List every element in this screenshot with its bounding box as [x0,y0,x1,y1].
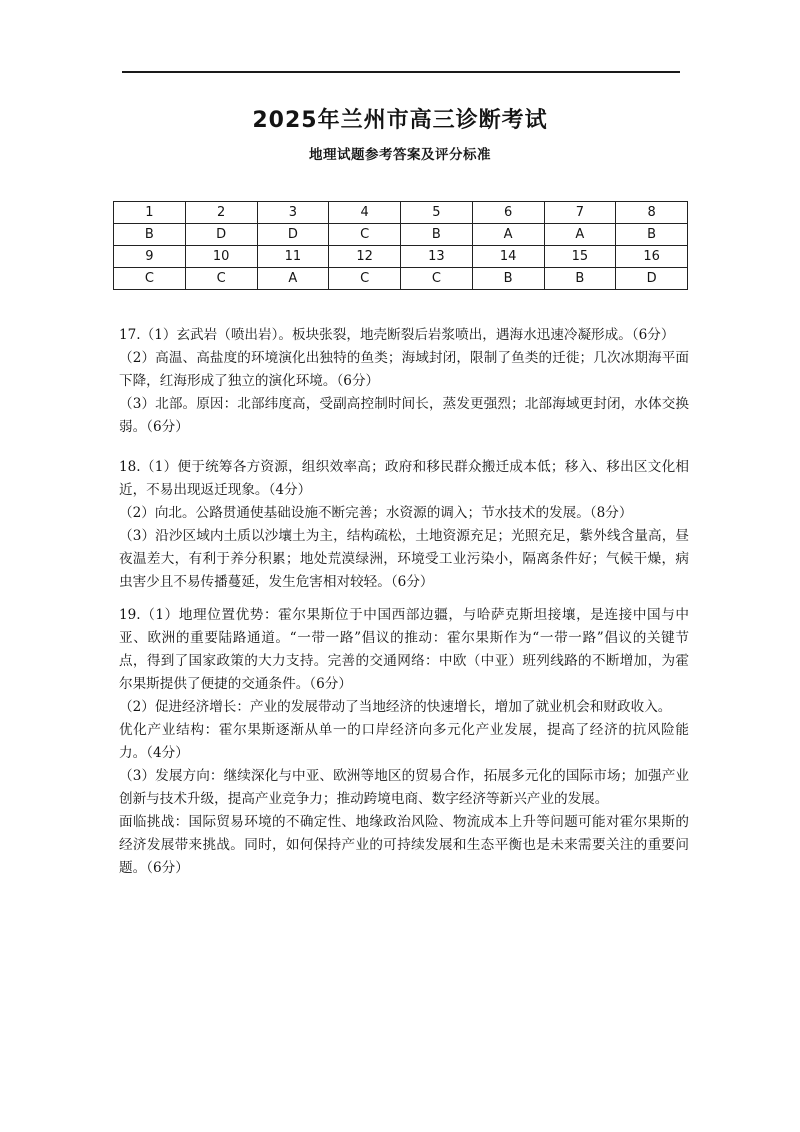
question-18-part-1: 18.（1）便于统筹各方资源，组织效率高；政府和移民群众搬迁成本低；移入、移出区文化相近，不易出现返迁现象。（4分） [119,459,689,498]
answer-cell: C [329,224,401,246]
question-18-part-3: （3）沿沙区域内土质以沙壤土为主，结构疏松，土地资源充足；光照充足，紫外线含量高，昼夜温差大，有利于养分积累；地处荒漠绿洲，环境受工业污染小，隔离条件好；气候干燥，病虫害少且不易传播蔓延，发生危害相对较轻。（6分） [119,528,689,590]
question-19-part-3b: 面临挑战：国际贸易环境的不确定性、地缘政治风险、物流成本上升等问题可能对霍尔果斯的经济发展带来挑战。同时，如何保持产业的可持续发展和生态平衡也是未来需要关注的重要问题。（6分） [119,814,689,876]
answer-cell: C [185,268,257,290]
question-19-part-2b: 优化产业结构：霍尔果斯逐渐从单一的口岸经济向多元化产业发展，提高了经济的抗风险能力。（4分） [119,722,689,761]
answer-cell: C [329,268,401,290]
answer-table [113,201,688,290]
question-17-part-1: 17.（1）玄武岩（喷出岩）。板块张裂，地壳断裂后岩浆喷出，遇海水迅速冷凝形成。（6分） [119,327,675,343]
answer-cell: C [114,268,186,290]
question-number-cell: 1 [114,202,186,224]
question-18-answer [119,456,689,594]
answer-cell: A [472,224,544,246]
question-number-cell: 3 [257,202,329,224]
question-number-row [114,246,688,268]
question-number-cell: 9 [114,246,186,268]
question-number-cell: 5 [401,202,473,224]
page-title: 2025年兰州市高三诊断考试 [252,108,548,133]
question-number-cell: 10 [185,246,257,268]
question-19-part-1: 19.（1）地理位置优势：霍尔果斯位于中国西部边疆，与哈萨克斯坦接壤，是连接中国与中亚、欧洲的重要陆路通道。“一带一路”倡议的推动：霍尔果斯作为“一带一路”倡议的关键节点，得到了国家政策的大力支持。完善的交通网络：中欧（中亚）班列线路的不断增加，为霍尔果斯提供了便捷的交通条件。（6分） [119,607,689,692]
question-17-part-2: （2）高温、高盐度的环境演化出独特的鱼类；海域封闭，限制了鱼类的迁徙；几次冰期海平面下降，红海形成了独立的演化环境。（6分） [119,350,689,389]
question-number-cell: 2 [185,202,257,224]
question-17-answer [119,324,689,439]
question-number-cell: 15 [544,246,616,268]
answer-cell: A [544,224,616,246]
question-number-cell: 11 [257,246,329,268]
page-subtitle: 地理试题参考答案及评分标准 [309,147,491,163]
question-19-answer [119,604,689,880]
question-number-cell: 13 [401,246,473,268]
question-number-cell: 6 [472,202,544,224]
answer-cell: C [401,268,473,290]
answer-cell: D [185,224,257,246]
question-17-part-3: （3）北部。原因：北部纬度高，受副高控制时间长，蒸发更强烈；北部海域更封闭，水体交换弱。（6分） [119,396,689,435]
answer-cell: B [114,224,186,246]
question-number-row [114,202,688,224]
question-number-cell: 8 [616,202,688,224]
answer-cell: B [401,224,473,246]
question-number-cell: 12 [329,246,401,268]
answer-cell: D [616,268,688,290]
question-number-cell: 4 [329,202,401,224]
answer-cell: A [257,268,329,290]
answer-cell: B [616,224,688,246]
question-18-part-2: （2）向北。公路贯通使基础设施不断完善；水资源的调入；节水技术的发展。（8分） [119,505,633,521]
answer-row [114,268,688,290]
top-rule [122,71,680,73]
answer-cell: B [544,268,616,290]
question-19-part-2a: （2）促进经济增长：产业的发展带动了当地经济的快速增长，增加了就业机会和财政收入。 [119,699,672,715]
question-number-cell: 14 [472,246,544,268]
question-19-part-3a: （3）发展方向：继续深化与中亚、欧洲等地区的贸易合作，拓展多元化的国际市场；加强产业创新与技术升级，提高产业竞争力；推动跨境电商、数字经济等新兴产业的发展。 [119,768,689,807]
answer-cell: D [257,224,329,246]
answer-cell: B [472,268,544,290]
question-number-cell: 7 [544,202,616,224]
question-number-cell: 16 [616,246,688,268]
answer-row [114,224,688,246]
